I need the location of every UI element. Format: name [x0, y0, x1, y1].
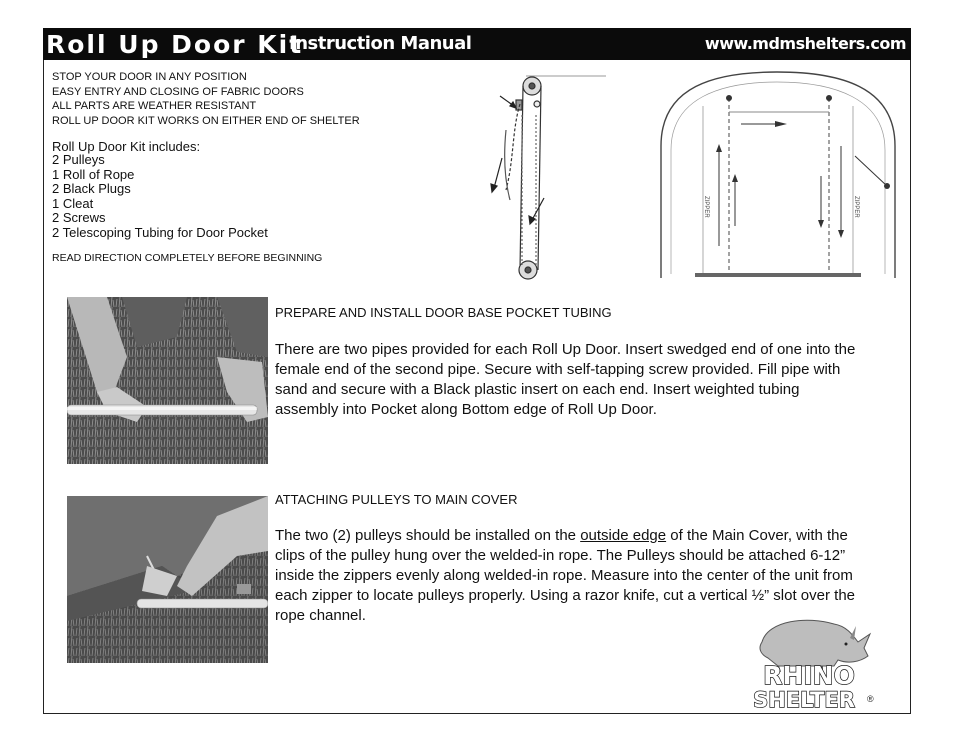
kit-item: 2 Telescoping Tubing for Door Pocket	[52, 224, 268, 240]
zipper-label-right: ZIPPER	[853, 196, 859, 218]
title-sub: Instruction Manual	[289, 33, 472, 54]
header-bar	[43, 28, 911, 60]
section1-title: PREPARE AND INSTALL DOOR BASE POCKET TUBING	[275, 305, 612, 320]
kit-title: Roll Up Door Kit includes:	[52, 139, 201, 154]
kit-item: 1 Cleat	[52, 195, 94, 211]
section2-body-before: The two (2) pulleys should be installed on the	[275, 527, 581, 544]
website-link[interactable]: www.mdmshelters.com	[704, 34, 906, 53]
tubing-install-photo	[67, 297, 268, 464]
pulley-diagram	[486, 70, 608, 290]
feature-list	[52, 70, 360, 128]
rhino-shelter-logo	[738, 612, 880, 712]
shelter-diagram	[655, 66, 900, 284]
pulley-attach-photo	[67, 496, 268, 663]
feature-item: STOP YOUR DOOR IN ANY POSITION	[52, 71, 247, 83]
title-main: Roll Up Door Kit	[46, 30, 304, 59]
registered-mark: ®	[867, 694, 874, 704]
logo-line1: RHINO	[763, 661, 855, 690]
feature-item: EASY ENTRY AND CLOSING OF FABRIC DOORS	[52, 85, 304, 98]
read-note: READ DIRECTION COMPLETELY BEFORE BEGINNING	[52, 252, 323, 264]
section1-body: There are two pipes provided for each Roll Up Door. Insert swedged end of one into the female end of the second pipe. Secure with self-tapping screw provided. Fill pipe with sand and secure with a Black plastic insert on each end. Insert weighted tubing assembly into Pocket along Bottom edge of Roll Up Door.	[275, 341, 856, 418]
kit-item: 2 Screws	[52, 210, 106, 226]
logo-line2: SHELTER	[753, 688, 855, 712]
kit-item: 2 Black Plugs	[52, 181, 131, 197]
section2-body-underline: outside edge	[580, 527, 667, 544]
section2-body	[275, 526, 857, 626]
kit-list	[52, 153, 268, 241]
feature-item: ALL PARTS ARE WEATHER RESISTANT	[52, 100, 257, 112]
section2-body-after: of the Main Cover, with the clips of the pulley hung over the welded-in rope. The Pulleys should be attached 6-12” inside the zippers evenly along welded-in rope. Measure into the center of the unit from each zipper to locate pulleys properly. Using a razor knife, cut a vertical ½” slot over the rope channel.	[275, 527, 855, 624]
feature-item: ROLL UP DOOR KIT WORKS ON EITHER END OF SHELTER	[52, 114, 360, 127]
kit-item: 2 Pulleys	[52, 152, 105, 167]
kit-item: 1 Roll of Rope	[52, 166, 135, 182]
section2-title: ATTACHING PULLEYS TO MAIN COVER	[275, 492, 518, 507]
zipper-label-left: ZIPPER	[703, 196, 709, 218]
